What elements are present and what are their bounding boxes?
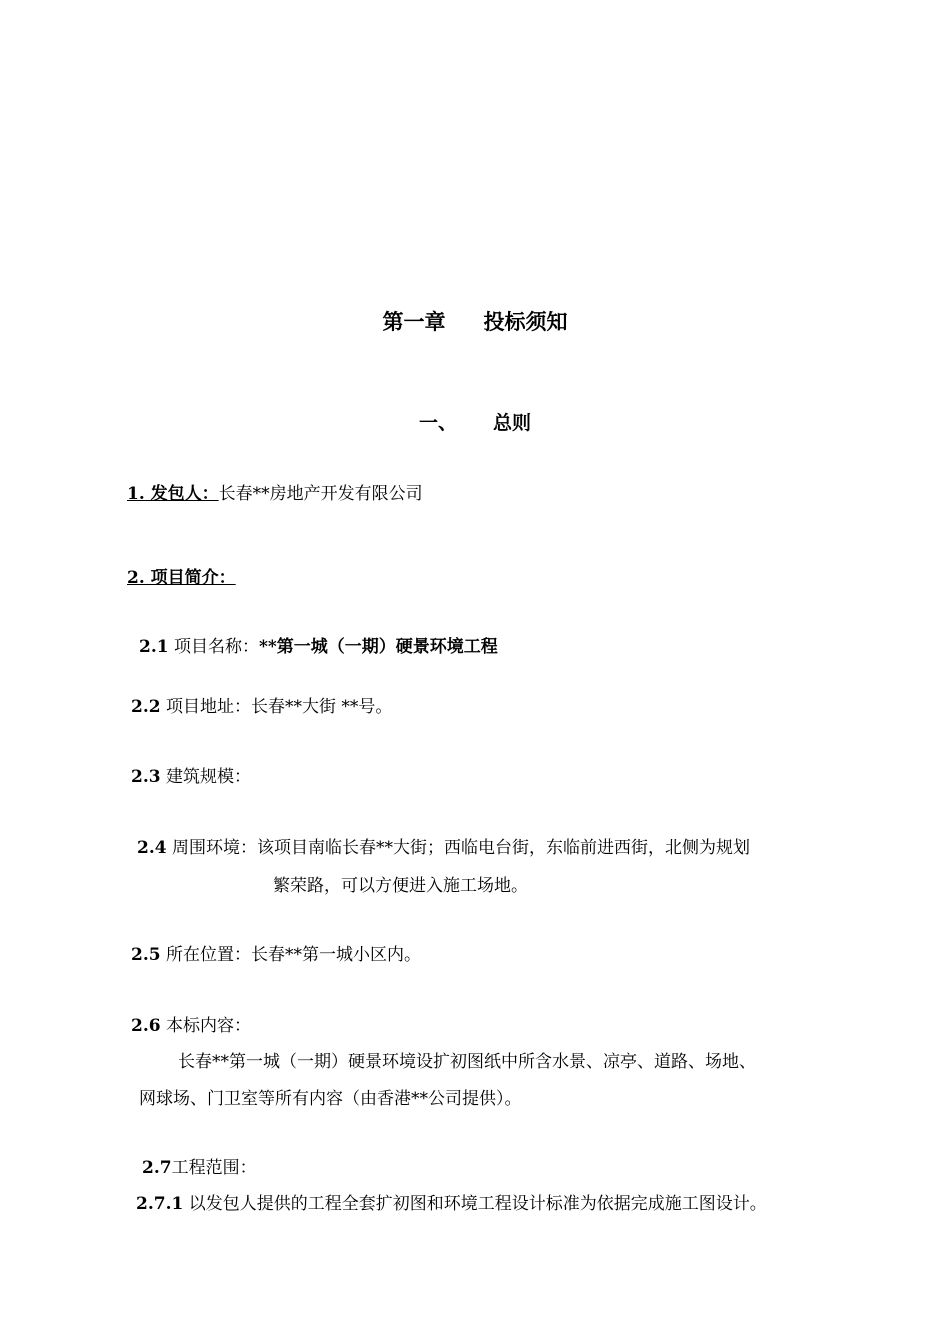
chapter-heading [0, 310, 950, 335]
item-2-4-paragraph [137, 838, 750, 858]
item-2-7-text: 工程范围： [171, 1158, 257, 1178]
section-title: 总则 [493, 412, 532, 434]
item-2-1-label: 项目名称： [173, 637, 259, 657]
item-1-value: 长春**房地产开发有限公司 [218, 484, 423, 504]
item-2-1-paragraph [139, 637, 498, 657]
item-2-paragraph [127, 568, 236, 588]
item-2-label: 2. 项目简介： [127, 568, 236, 588]
item-2-4-continuation: 繁荣路，可以方便进入施工场地。 [273, 876, 528, 896]
item-2-7-1-number: 2.7.1 [136, 1194, 184, 1214]
chapter-number: 第一章 [382, 310, 446, 334]
item-1-label: 1. 发包人： [127, 484, 219, 504]
item-2-2-text: 项目地址：长春**大街 **号。 [165, 697, 393, 717]
section-number: 一、 [418, 412, 457, 434]
item-2-7-1-paragraph [136, 1194, 767, 1214]
item-2-5-number: 2.5 [131, 945, 161, 965]
item-2-6-number: 2.6 [131, 1016, 161, 1036]
item-2-7-paragraph [142, 1158, 257, 1178]
item-2-6-text: 本标内容： [165, 1016, 251, 1036]
item-2-2-paragraph [131, 697, 392, 717]
item-2-1-number: 2.1 [139, 637, 169, 657]
item-2-5-text: 所在位置：长春**第一城小区内。 [165, 945, 421, 965]
item-2-7-number: 2.7 [142, 1158, 172, 1178]
item-2-3-text: 建筑规模： [165, 767, 251, 787]
item-2-3-number: 2.3 [131, 767, 161, 787]
item-2-3-paragraph [131, 767, 251, 787]
item-2-4-number: 2.4 [137, 838, 167, 858]
item-2-7-1-text: 以发包人提供的工程全套扩初图和环境工程设计标准为依据完成施工图设计。 [188, 1194, 767, 1214]
item-2-6-line-1: 长春**第一城（一期）硬景环境设扩初图纸中所含水景、凉亭、道路、场地、 [178, 1052, 756, 1072]
item-1-paragraph [127, 484, 423, 504]
section-heading [0, 412, 950, 435]
chapter-title: 投标须知 [483, 310, 568, 334]
item-2-1-value: **第一城（一期）硬景环境工程 [258, 637, 498, 657]
item-2-6-paragraph [131, 1016, 251, 1036]
item-2-2-number: 2.2 [131, 697, 161, 717]
item-2-6-line-2: 网球场、门卫室等所有内容（由香港**公司提供）。 [139, 1089, 522, 1109]
item-2-4-text: 周围环境：该项目南临长春**大街；西临电台街，东临前进西街，北侧为规划 [171, 838, 750, 858]
item-2-5-paragraph [131, 945, 421, 965]
